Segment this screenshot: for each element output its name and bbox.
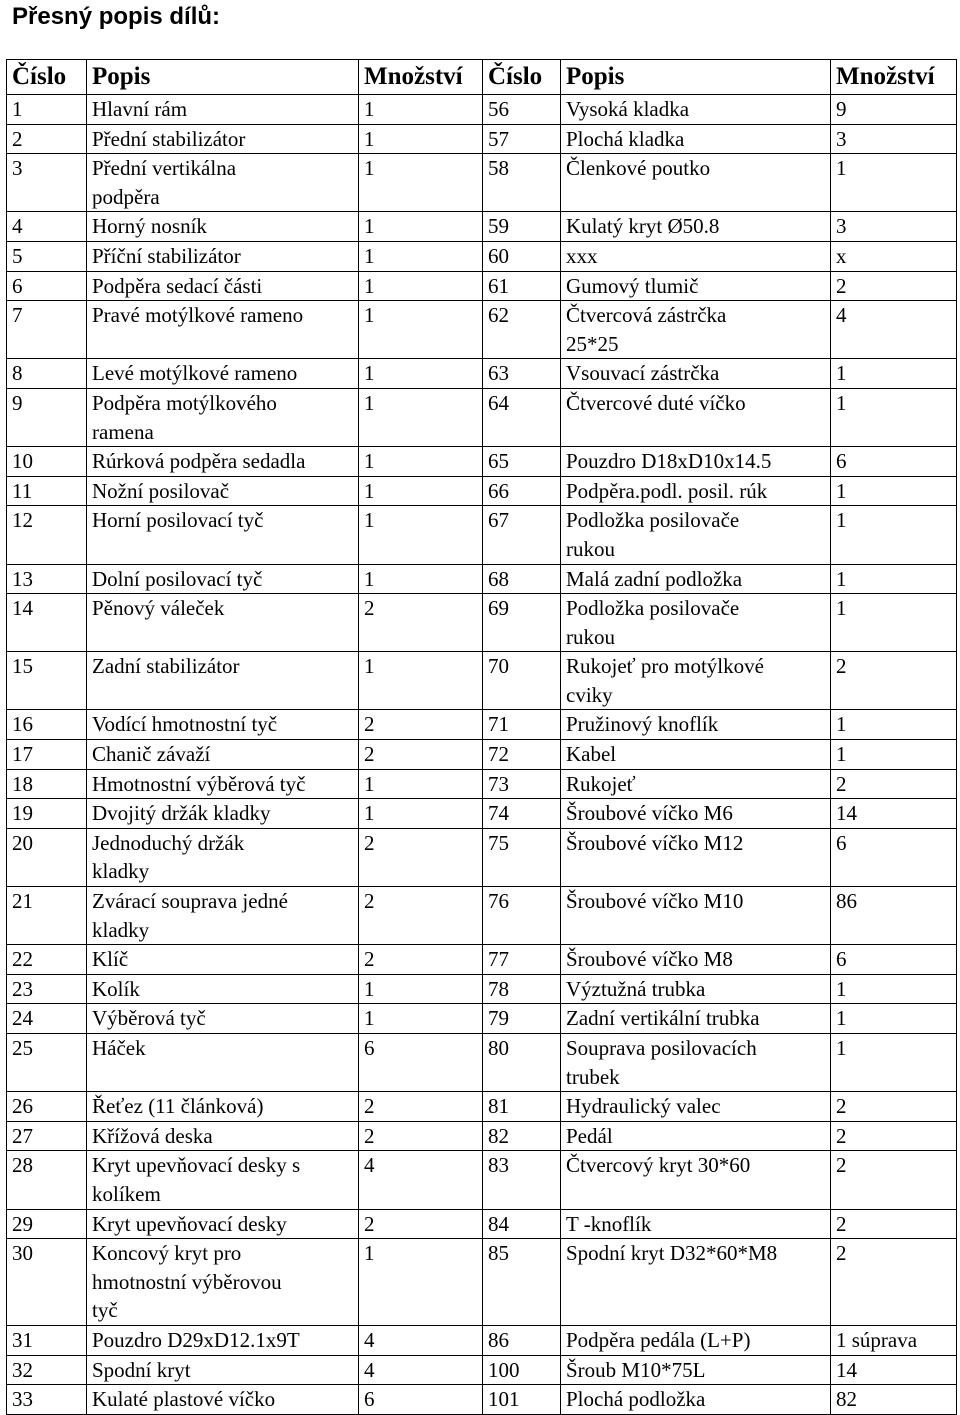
part-description-cell: Členkové poutko: [561, 154, 831, 212]
table-row: [7, 1151, 957, 1209]
part-description-cell: Háček: [87, 1034, 359, 1092]
part-quantity-cell: 1: [831, 564, 957, 594]
part-description-cell: Kulaté plastové víčko: [87, 1385, 359, 1415]
header-popis-right: Popis: [561, 60, 831, 95]
part-description-cell: Zadní vertikální trubka: [561, 1004, 831, 1034]
part-quantity-cell: 1: [359, 1239, 483, 1326]
part-number-cell: 27: [7, 1121, 87, 1151]
part-quantity-cell: 4: [359, 1151, 483, 1209]
part-number-cell: 8: [7, 359, 87, 389]
part-number-cell: 64: [483, 388, 561, 446]
part-number-cell: 22: [7, 945, 87, 975]
part-quantity-cell: 6: [831, 945, 957, 975]
table-row: [7, 359, 957, 389]
part-quantity-cell: 2: [359, 594, 483, 652]
table-row: [7, 945, 957, 975]
part-quantity-cell: 86: [831, 887, 957, 945]
part-quantity-cell: 3: [831, 124, 957, 154]
part-number-cell: 81: [483, 1092, 561, 1122]
part-quantity-cell: 1: [359, 447, 483, 477]
part-description-cell: Chanič závaží: [87, 740, 359, 770]
part-number-cell: 15: [7, 652, 87, 710]
table-row: [7, 1121, 957, 1151]
table-row: [7, 447, 957, 477]
part-description-cell: Zvárací souprava jedné kladky: [87, 887, 359, 945]
part-number-cell: 71: [483, 710, 561, 740]
part-number-cell: 28: [7, 1151, 87, 1209]
part-description-cell: Dvojitý držák kladky: [87, 799, 359, 829]
part-description-cell: Spodní kryt D32*60*M8: [561, 1239, 831, 1326]
part-quantity-cell: 1: [831, 388, 957, 446]
part-number-cell: 12: [7, 506, 87, 564]
part-quantity-cell: 4: [359, 1325, 483, 1355]
part-number-cell: 82: [483, 1121, 561, 1151]
part-quantity-cell: 2: [359, 1121, 483, 1151]
part-quantity-cell: 82: [831, 1385, 957, 1415]
part-quantity-cell: 1: [359, 241, 483, 271]
part-quantity-cell: 1: [359, 301, 483, 359]
part-description-cell: Vsouvací zástrčka: [561, 359, 831, 389]
part-quantity-cell: 1: [359, 564, 483, 594]
part-quantity-cell: 1: [831, 506, 957, 564]
header-cislo-right: Číslo: [483, 60, 561, 95]
table-row: [7, 710, 957, 740]
part-number-cell: 17: [7, 740, 87, 770]
part-quantity-cell: 1: [831, 740, 957, 770]
part-quantity-cell: 1: [359, 271, 483, 301]
part-number-cell: 23: [7, 974, 87, 1004]
parts-table-body: [7, 95, 957, 1415]
header-popis-left: Popis: [87, 60, 359, 95]
part-quantity-cell: 1: [831, 359, 957, 389]
table-row: [7, 1209, 957, 1239]
part-number-cell: 80: [483, 1034, 561, 1092]
table-row: [7, 1092, 957, 1122]
table-row: [7, 95, 957, 125]
header-cislo-left: Číslo: [7, 60, 87, 95]
part-quantity-cell: 4: [831, 301, 957, 359]
part-quantity-cell: 2: [359, 740, 483, 770]
part-quantity-cell: 1: [359, 652, 483, 710]
part-description-cell: Vysoká kladka: [561, 95, 831, 125]
part-description-cell: Hlavní rám: [87, 95, 359, 125]
part-description-cell: xxx: [561, 241, 831, 271]
part-description-cell: Čtvercové duté víčko: [561, 388, 831, 446]
part-quantity-cell: 14: [831, 1355, 957, 1385]
part-quantity-cell: 6: [831, 447, 957, 477]
part-description-cell: Souprava posilovacích trubek: [561, 1034, 831, 1092]
part-description-cell: Pouzdro D29xD12.1x9T: [87, 1325, 359, 1355]
part-number-cell: 63: [483, 359, 561, 389]
part-number-cell: 62: [483, 301, 561, 359]
part-description-cell: Šroubové víčko M8: [561, 945, 831, 975]
table-row: [7, 564, 957, 594]
part-number-cell: 66: [483, 476, 561, 506]
table-row: [7, 1325, 957, 1355]
part-number-cell: 29: [7, 1209, 87, 1239]
part-description-cell: Kryt upevňovací desky s kolíkem: [87, 1151, 359, 1209]
part-description-cell: Hydraulický valec: [561, 1092, 831, 1122]
part-quantity-cell: 1: [831, 476, 957, 506]
part-number-cell: 67: [483, 506, 561, 564]
table-row: [7, 154, 957, 212]
part-description-cell: Klíč: [87, 945, 359, 975]
part-description-cell: Nožní posilovač: [87, 476, 359, 506]
part-number-cell: 18: [7, 769, 87, 799]
part-number-cell: 75: [483, 828, 561, 886]
part-description-cell: Plochá kladka: [561, 124, 831, 154]
part-quantity-cell: 1: [831, 594, 957, 652]
part-description-cell: Zadní stabilizátor: [87, 652, 359, 710]
page-title: Přesný popis dílů:: [12, 3, 221, 30]
part-description-cell: Hmotnostní výběrová tyč: [87, 769, 359, 799]
part-quantity-cell: 1 súprava: [831, 1325, 957, 1355]
part-number-cell: 25: [7, 1034, 87, 1092]
part-number-cell: 4: [7, 212, 87, 242]
part-quantity-cell: 3: [831, 212, 957, 242]
table-row: [7, 974, 957, 1004]
table-row: [7, 241, 957, 271]
part-description-cell: Čtvercový kryt 30*60: [561, 1151, 831, 1209]
part-number-cell: 83: [483, 1151, 561, 1209]
table-row: [7, 594, 957, 652]
part-description-cell: Pěnový váleček: [87, 594, 359, 652]
part-description-cell: Kolík: [87, 974, 359, 1004]
part-quantity-cell: 1: [831, 710, 957, 740]
part-quantity-cell: 1: [359, 154, 483, 212]
part-quantity-cell: 2: [359, 945, 483, 975]
part-description-cell: T -knoflík: [561, 1209, 831, 1239]
part-number-cell: 60: [483, 241, 561, 271]
part-description-cell: Kryt upevňovací desky: [87, 1209, 359, 1239]
header-mnozstvi-right: Množství: [831, 60, 957, 95]
part-description-cell: Podložka posilovače rukou: [561, 506, 831, 564]
table-row: [7, 1385, 957, 1415]
table-row: [7, 506, 957, 564]
part-number-cell: 10: [7, 447, 87, 477]
table-row: [7, 271, 957, 301]
part-number-cell: 2: [7, 124, 87, 154]
part-quantity-cell: 2: [359, 1209, 483, 1239]
table-row: [7, 388, 957, 446]
part-description-cell: Rúrková podpěra sedadla: [87, 447, 359, 477]
part-number-cell: 26: [7, 1092, 87, 1122]
part-number-cell: 7: [7, 301, 87, 359]
part-quantity-cell: 6: [359, 1385, 483, 1415]
part-description-cell: Pružinový knoflík: [561, 710, 831, 740]
part-description-cell: Kulatý kryt Ø50.8: [561, 212, 831, 242]
part-quantity-cell: 1: [831, 154, 957, 212]
part-quantity-cell: 1: [831, 1034, 957, 1092]
part-quantity-cell: 6: [831, 828, 957, 886]
part-quantity-cell: 1: [359, 212, 483, 242]
part-quantity-cell: 2: [359, 828, 483, 886]
part-number-cell: 13: [7, 564, 87, 594]
part-number-cell: 1: [7, 95, 87, 125]
part-description-cell: Přední stabilizátor: [87, 124, 359, 154]
part-description-cell: Šroubové víčko M12: [561, 828, 831, 886]
part-quantity-cell: 1: [359, 124, 483, 154]
part-number-cell: 30: [7, 1239, 87, 1326]
part-quantity-cell: 1: [359, 506, 483, 564]
part-number-cell: 9: [7, 388, 87, 446]
part-quantity-cell: 2: [831, 1209, 957, 1239]
part-quantity-cell: 2: [831, 271, 957, 301]
part-description-cell: Spodní kryt: [87, 1355, 359, 1385]
part-quantity-cell: 2: [359, 710, 483, 740]
part-quantity-cell: 1: [359, 799, 483, 829]
part-description-cell: Šroub M10*75L: [561, 1355, 831, 1385]
table-row: [7, 1034, 957, 1092]
part-description-cell: Malá zadní podložka: [561, 564, 831, 594]
part-number-cell: 79: [483, 1004, 561, 1034]
part-quantity-cell: 1: [359, 1004, 483, 1034]
part-number-cell: 85: [483, 1239, 561, 1326]
part-description-cell: Jednoduchý držák kladky: [87, 828, 359, 886]
part-description-cell: Přední vertikálna podpěra: [87, 154, 359, 212]
part-number-cell: 11: [7, 476, 87, 506]
part-number-cell: 16: [7, 710, 87, 740]
table-row: [7, 476, 957, 506]
part-quantity-cell: 1: [359, 769, 483, 799]
part-quantity-cell: 2: [359, 1092, 483, 1122]
part-description-cell: Horní posilovací tyč: [87, 506, 359, 564]
part-description-cell: Šroubové víčko M10: [561, 887, 831, 945]
part-quantity-cell: 2: [831, 769, 957, 799]
part-description-cell: Gumový tlumič: [561, 271, 831, 301]
part-quantity-cell: 2: [831, 652, 957, 710]
part-quantity-cell: 2: [831, 1121, 957, 1151]
part-quantity-cell: 1: [359, 388, 483, 446]
part-description-cell: Plochá podložka: [561, 1385, 831, 1415]
part-description-cell: Horný nosník: [87, 212, 359, 242]
table-row: [7, 124, 957, 154]
table-row: [7, 799, 957, 829]
table-row: [7, 212, 957, 242]
part-description-cell: Pravé motýlkové rameno: [87, 301, 359, 359]
part-quantity-cell: 1: [831, 974, 957, 1004]
part-number-cell: 77: [483, 945, 561, 975]
part-description-cell: Kabel: [561, 740, 831, 770]
part-number-cell: 74: [483, 799, 561, 829]
part-quantity-cell: 1: [359, 476, 483, 506]
part-description-cell: Čtvercová zástrčka 25*25: [561, 301, 831, 359]
part-description-cell: Pouzdro D18xD10x14.5: [561, 447, 831, 477]
part-number-cell: 78: [483, 974, 561, 1004]
table-row: [7, 769, 957, 799]
part-description-cell: Podložka posilovače rukou: [561, 594, 831, 652]
part-number-cell: 61: [483, 271, 561, 301]
part-number-cell: 32: [7, 1355, 87, 1385]
part-number-cell: 70: [483, 652, 561, 710]
header-mnozstvi-left: Množství: [359, 60, 483, 95]
parts-table: [6, 59, 957, 1415]
table-row: [7, 828, 957, 886]
table-row: [7, 887, 957, 945]
part-number-cell: 57: [483, 124, 561, 154]
part-quantity-cell: 1: [831, 1004, 957, 1034]
part-number-cell: 73: [483, 769, 561, 799]
part-number-cell: 76: [483, 887, 561, 945]
part-quantity-cell: 6: [359, 1034, 483, 1092]
table-header-row: [7, 60, 957, 95]
part-number-cell: 69: [483, 594, 561, 652]
part-description-cell: Podpěra pedála (L+P): [561, 1325, 831, 1355]
part-description-cell: Dolní posilovací tyč: [87, 564, 359, 594]
part-number-cell: 20: [7, 828, 87, 886]
table-row: [7, 301, 957, 359]
part-number-cell: 101: [483, 1385, 561, 1415]
part-quantity-cell: 1: [359, 974, 483, 1004]
part-quantity-cell: 1: [359, 95, 483, 125]
part-description-cell: Koncový kryt pro hmotnostní výběrovou tyč: [87, 1239, 359, 1326]
part-description-cell: Výztužná trubka: [561, 974, 831, 1004]
part-number-cell: 24: [7, 1004, 87, 1034]
part-number-cell: 19: [7, 799, 87, 829]
part-description-cell: Podpěra sedací části: [87, 271, 359, 301]
part-description-cell: Šroubové víčko M6: [561, 799, 831, 829]
part-description-cell: Podpěra.podl. posil. rúk: [561, 476, 831, 506]
part-number-cell: 5: [7, 241, 87, 271]
part-description-cell: Vodící hmotnostní tyč: [87, 710, 359, 740]
part-number-cell: 14: [7, 594, 87, 652]
part-quantity-cell: 2: [359, 887, 483, 945]
part-description-cell: Rukojeť pro motýlkové cviky: [561, 652, 831, 710]
part-number-cell: 100: [483, 1355, 561, 1385]
part-quantity-cell: x: [831, 241, 957, 271]
part-number-cell: 86: [483, 1325, 561, 1355]
part-number-cell: 21: [7, 887, 87, 945]
part-quantity-cell: 2: [831, 1239, 957, 1326]
part-number-cell: 59: [483, 212, 561, 242]
part-number-cell: 68: [483, 564, 561, 594]
part-number-cell: 3: [7, 154, 87, 212]
table-row: [7, 1004, 957, 1034]
part-number-cell: 56: [483, 95, 561, 125]
part-number-cell: 72: [483, 740, 561, 770]
table-row: [7, 740, 957, 770]
part-quantity-cell: 2: [831, 1151, 957, 1209]
part-quantity-cell: 2: [831, 1092, 957, 1122]
part-description-cell: Křížová deska: [87, 1121, 359, 1151]
part-description-cell: Řeťez (11 článková): [87, 1092, 359, 1122]
part-number-cell: 65: [483, 447, 561, 477]
part-description-cell: Pedál: [561, 1121, 831, 1151]
table-row: [7, 1355, 957, 1385]
part-number-cell: 84: [483, 1209, 561, 1239]
part-number-cell: 58: [483, 154, 561, 212]
table-row: [7, 652, 957, 710]
part-description-cell: Podpěra motýlkového ramena: [87, 388, 359, 446]
part-number-cell: 33: [7, 1385, 87, 1415]
part-quantity-cell: 14: [831, 799, 957, 829]
part-quantity-cell: 1: [359, 359, 483, 389]
part-quantity-cell: 4: [359, 1355, 483, 1385]
part-description-cell: Příční stabilizátor: [87, 241, 359, 271]
table-row: [7, 1239, 957, 1326]
part-number-cell: 6: [7, 271, 87, 301]
part-description-cell: Levé motýlkové rameno: [87, 359, 359, 389]
part-description-cell: Rukojeť: [561, 769, 831, 799]
part-description-cell: Výběrová tyč: [87, 1004, 359, 1034]
part-quantity-cell: 9: [831, 95, 957, 125]
part-number-cell: 31: [7, 1325, 87, 1355]
